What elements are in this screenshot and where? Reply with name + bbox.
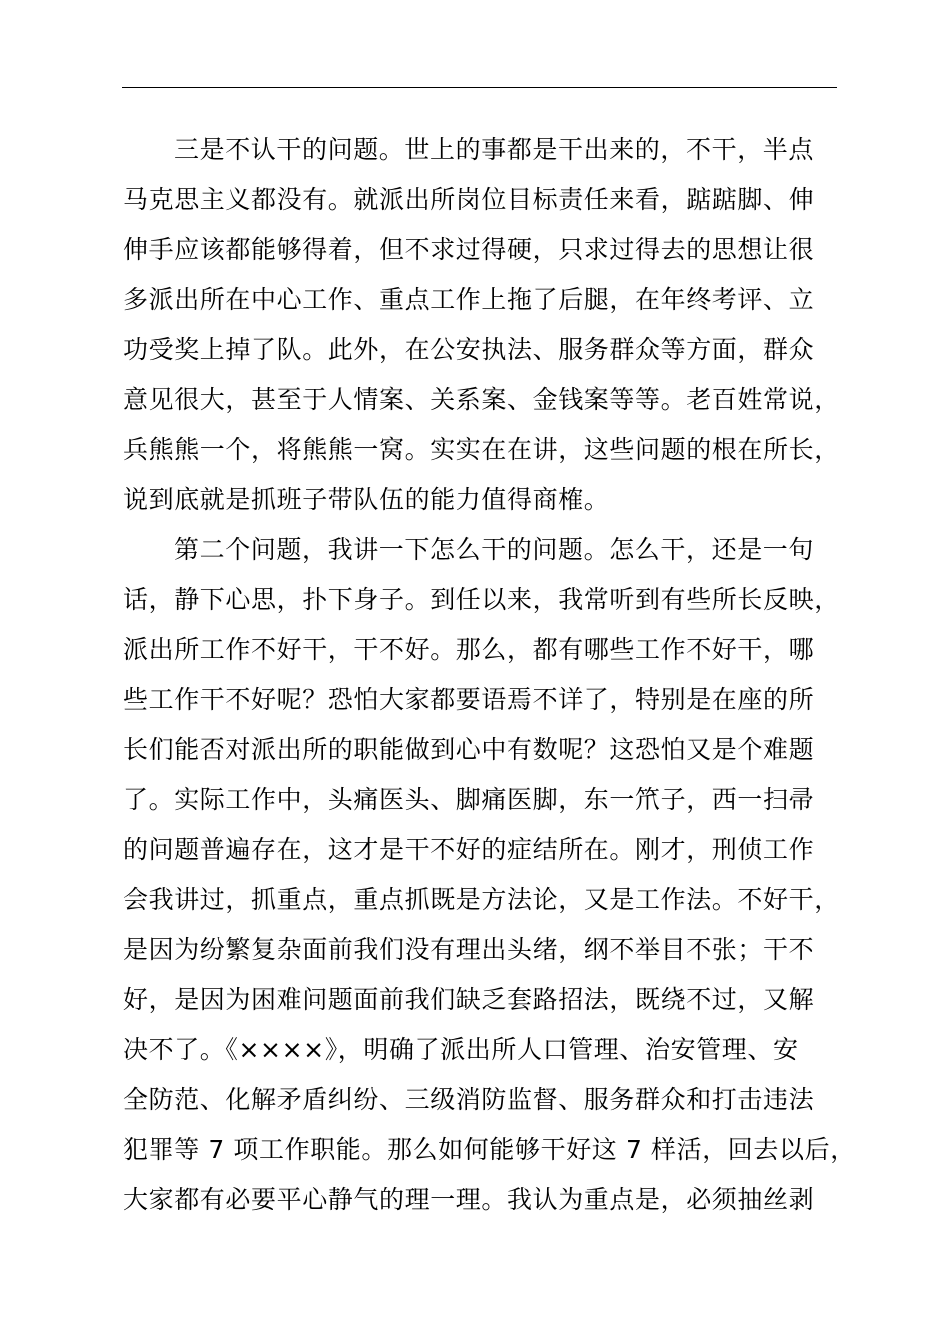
- paragraph-2-line-4: 些工作干不好呢？恐怕大家都要语焉不详了，特别是在座的所: [123, 685, 815, 714]
- paragraph-2-line-10: 好，是因为困难问题面前我们缺乏套路招法，既绕不过，又解: [123, 985, 815, 1014]
- paragraph-2-line-9: 是因为纷繁复杂面前我们没有理出头绪，纲不举目不张；干不: [123, 935, 815, 964]
- paragraph-1-line-1: 三是不认干的问题。世上的事都是干出来的，不干，半点: [174, 135, 815, 164]
- paragraph-2-line-8: 会我讲过，抓重点，重点抓既是方法论，又是工作法。不好干，: [123, 885, 840, 914]
- paragraph-2-line-12: 全防范、化解矛盾纠纷、三级消防监督、服务群众和打击违法: [123, 1085, 815, 1114]
- paragraph-2-line-2: 话，静下心思，扑下身子。到任以来，我常听到有些所长反映，: [123, 585, 840, 614]
- header-rule: [122, 87, 837, 88]
- paragraph-1-line-5: 功受奖上掉了队。此外，在公安执法、服务群众等方面，群众: [123, 335, 815, 364]
- paragraph-2-line-7: 的问题普遍存在，这才是干不好的症结所在。刚才，刑侦工作: [123, 835, 815, 864]
- paragraph-1-line-4: 多派出所在中心工作、重点工作上拖了后腿，在年终考评、立: [123, 285, 815, 314]
- paragraph-2-line-6: 了。实际工作中，头痛医头、脚痛医脚，东一笊子，西一扫帚: [123, 785, 815, 814]
- paragraph-1-line-3: 伸手应该都能够得着，但不求过得硬，只求过得去的思想让很: [123, 235, 815, 264]
- paragraph-2-line-14: 大家都有必要平心静气的理一理。我认为重点是，必须抽丝剥: [123, 1185, 815, 1214]
- paragraph-2-line-11: 决不了。《××××》，明确了派出所人口管理、治安管理、安: [123, 1035, 799, 1064]
- paragraph-1-line-7: 兵熊熊一个，将熊熊一窝。实实在在讲，这些问题的根在所长，: [123, 435, 840, 464]
- paragraph-2-line-3: 派出所工作不好干，干不好。那么，都有哪些工作不好干，哪: [123, 635, 815, 664]
- paragraph-2-line-5: 长们能否对派出所的职能做到心中有数呢？这恐怕又是个难题: [123, 735, 815, 764]
- paragraph-2-line-13: 犯罪等 7 项工作职能。那么如何能够干好这 7 样活，回去以后，: [123, 1135, 856, 1164]
- paragraph-1-line-8: 说到底就是抓班子带队伍的能力值得商榷。: [123, 485, 610, 514]
- paragraph-1-line-6: 意见很大，甚至于人情案、关系案、金钱案等等。老百姓常说，: [123, 385, 840, 414]
- paragraph-2-line-1: 第二个问题，我讲一下怎么干的问题。怎么干，还是一句: [174, 535, 815, 564]
- paragraph-1-line-2: 马克思主义都没有。就派出所岗位目标责任来看，踮踮脚、伸: [123, 185, 815, 214]
